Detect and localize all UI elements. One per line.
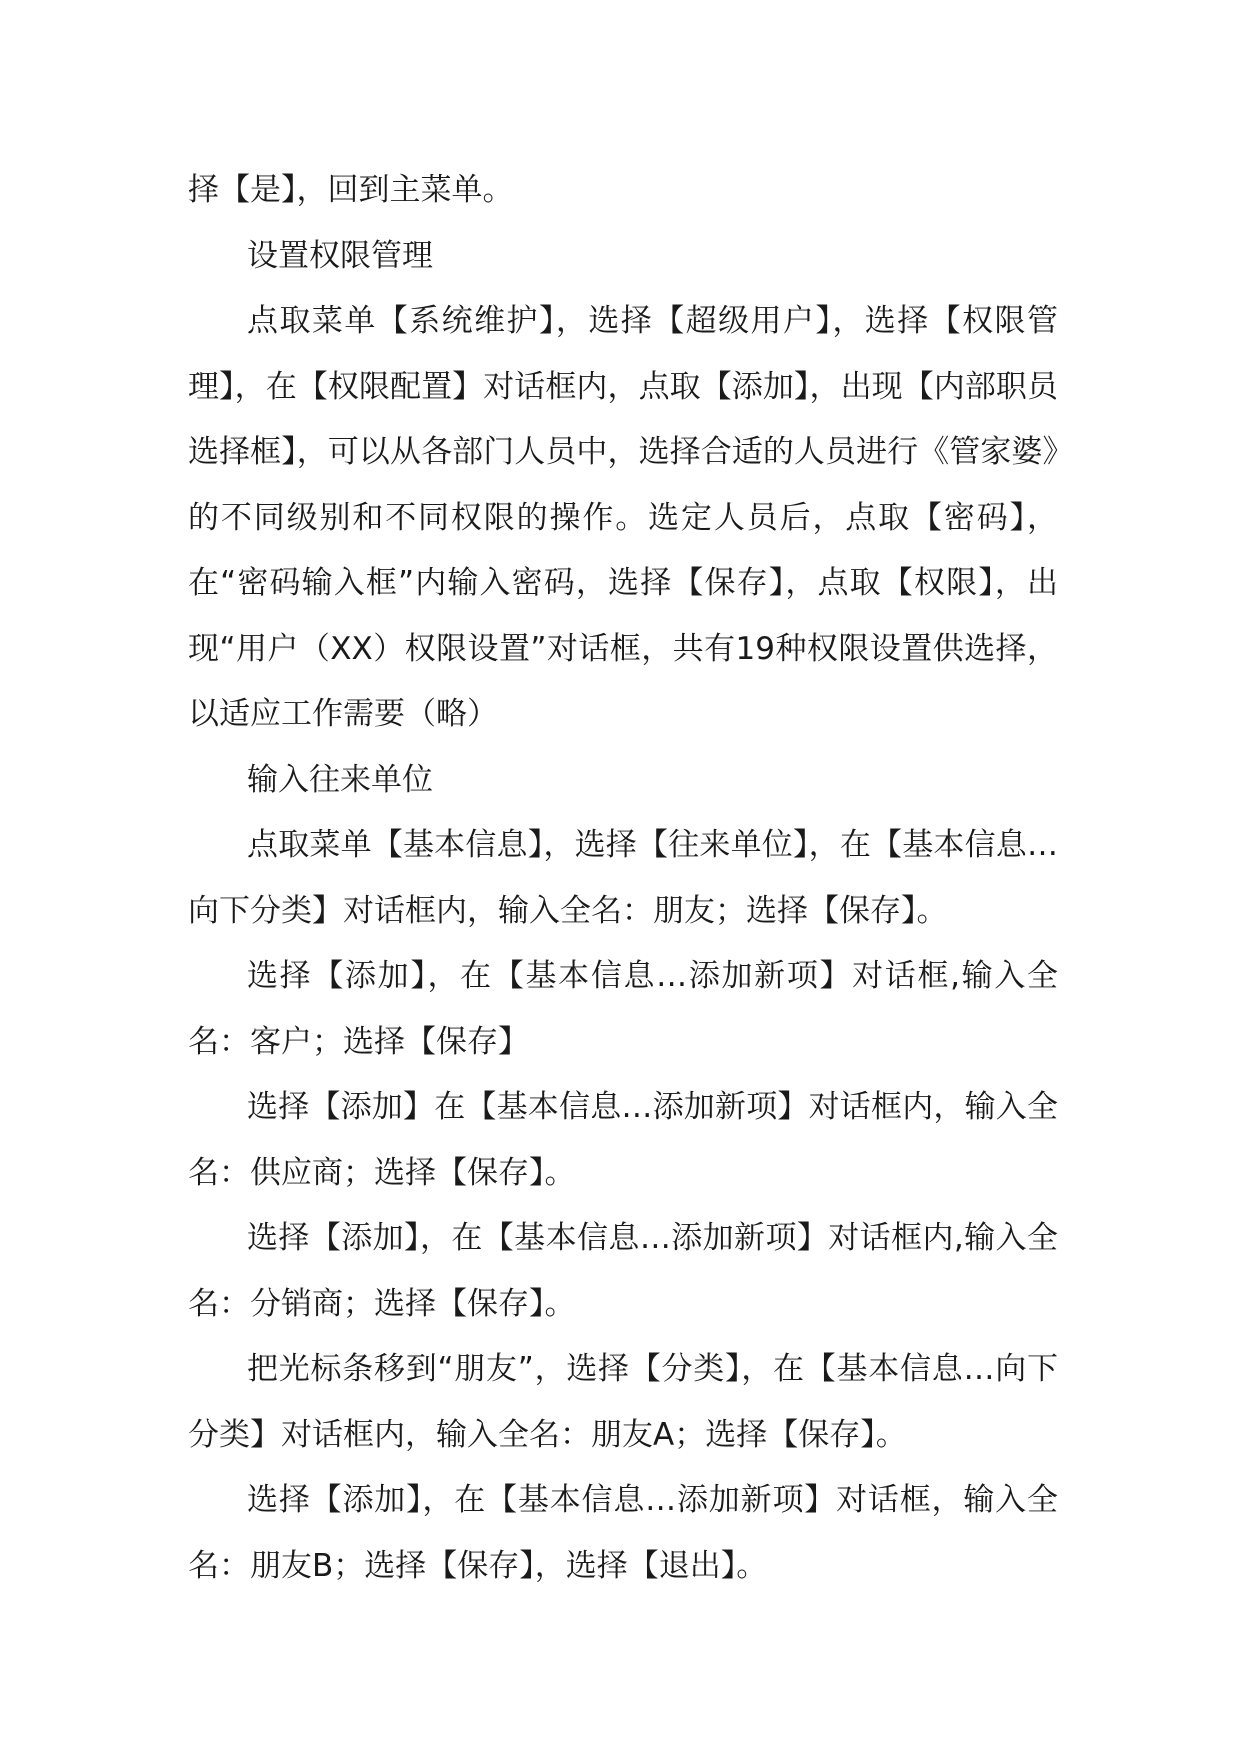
paragraph-contacts-step-4: 选择【添加】，在【基本信息…添加新项】对话框内,输入全名：分销商；选择【保存】。	[188, 1220, 1058, 1322]
paragraph-contacts-step-1: 点取菜单【基本信息】，选择【往来单位】，在【基本信息…向下分类】对话框内，输入全名：朋友；选择【保存】。	[188, 827, 1058, 929]
document-page	[188, 158, 1058, 1599]
paragraph-permissions-steps: 点取菜单【系统维护】，选择【超级用户】，选择【权限管理】，在【权限配置】对话框内，点取【添加】，出现【内部职员选择框】，可以从各部门人员中，选择合适的人员进行《管家婆》的不同级别和不同权限的操作。选定人员后，点取【密码】，在“密码输入框”内输入密码，选择【保存】，点取【权限】，出现“用户（XX）权限设置”对话框，共有19种权限设置供选择，以适应工作需要（略）	[188, 303, 1058, 732]
section-heading-permissions: 设置权限管理	[247, 237, 433, 274]
paragraph-contacts-step-3: 选择【添加】在【基本信息…添加新项】对话框内，输入全名：供应商；选择【保存】。	[188, 1089, 1058, 1191]
paragraph-continuation: 择【是】，回到主菜单。	[188, 172, 514, 208]
section-heading-contacts: 输入往来单位	[247, 761, 433, 798]
paragraph-contacts-step-5: 把光标条移到“朋友”，选择【分类】，在【基本信息…向下分类】对话框内，输入全名：朋友A；选择【保存】。	[188, 1351, 1058, 1453]
paragraph-contacts-step-2: 选择【添加】，在【基本信息…添加新项】对话框,输入全名：客户；选择【保存】	[188, 958, 1058, 1060]
paragraph-contacts-step-6: 选择【添加】，在【基本信息…添加新项】对话框，输入全名：朋友B；选择【保存】，选择【退出】。	[188, 1482, 1058, 1584]
